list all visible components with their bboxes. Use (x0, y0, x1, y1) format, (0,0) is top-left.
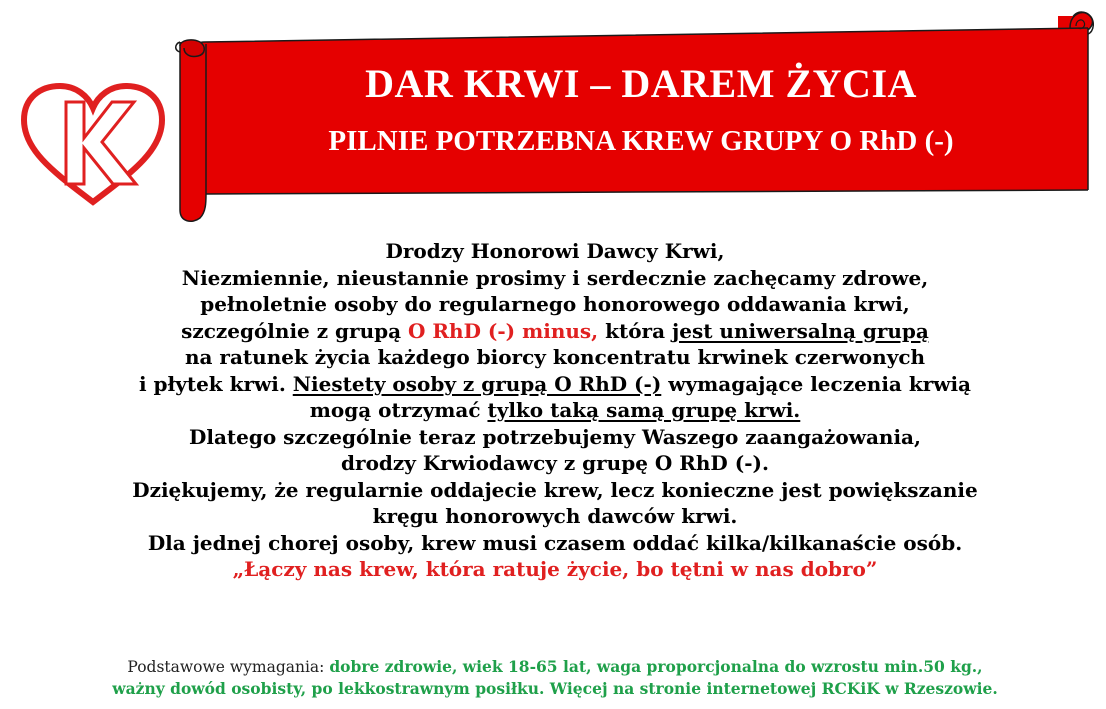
same-group-underline: tylko taką samą grupę krwi. (487, 398, 801, 422)
slogan: „Łączy nas krew, która ratuje życie, bo tętni w nas dobro” (232, 557, 878, 581)
letter-line (40, 397, 1070, 424)
letter-line: na ratunek życia każdego biorcy koncentratu krwinek czerwonych (184, 345, 926, 369)
letter-text: i płytek krwi. (138, 371, 293, 396)
letter-line: drodzy Krwiodawcy z grupę O RhD (-). (341, 451, 769, 475)
banner-subtitle: PILNIE POTRZEBNA KREW GRUPY O RhD (-) (328, 125, 954, 157)
requirements (40, 656, 1070, 700)
requirements-text: dobre zdrowie, wiek 18-65 lat, waga proporcjonalna do wzrostu min.50 kg., (329, 657, 983, 676)
letter-line: Dziękujemy, że regularnie oddajecie krew, lecz konieczne jest powiększanie (132, 477, 978, 502)
letter-line: Niezmiennie, nieustannie prosimy i serdecznie zachęcamy zdrowe, (181, 265, 929, 290)
letter-line: Dla jednej chorej osoby, krew musi czasem oddać kilka/kilkanaście osób. (147, 530, 963, 555)
scroll-banner (170, 4, 1100, 228)
universal-group-underline: jest uniwersalną grupą (672, 318, 929, 343)
letter-line: pełnoletnie osoby do regularnego honorowego oddawania krwi, (200, 292, 910, 316)
heart-k-logo-icon (18, 80, 168, 210)
letter-text: mogą otrzymać (309, 398, 488, 422)
unfortunately-underline: Niestety osoby z grupą O RhD (-) (292, 371, 662, 396)
appeal-letter (40, 238, 1070, 583)
letter-text: szczególnie z grupą (181, 318, 409, 343)
letter-line: Dlatego szczególnie teraz potrzebujemy Waszego zaangażowania, (189, 424, 921, 449)
banner-title: DAR KRWI – DAREM ŻYCIA (365, 61, 917, 106)
letter-line (40, 318, 1070, 345)
letter-line: kręgu honorowych dawców krwi. (372, 504, 738, 528)
requirements-line (40, 656, 1070, 678)
greeting: Drodzy Honorowi Dawcy Krwi, (385, 239, 725, 263)
requirements-label: Podstawowe wymagania: (127, 658, 330, 676)
letter-text: która (598, 318, 672, 343)
letter-line (40, 371, 1070, 398)
letter-text: wymagające leczenia krwią (661, 371, 972, 396)
requirements-line: ważny dowód osobisty, po lekkostrawnym posiłku. Więcej na stronie internetowej RCKiK w Rzeszowie. (112, 679, 998, 698)
blood-group-highlight: O RhD (-) minus, (408, 318, 599, 343)
